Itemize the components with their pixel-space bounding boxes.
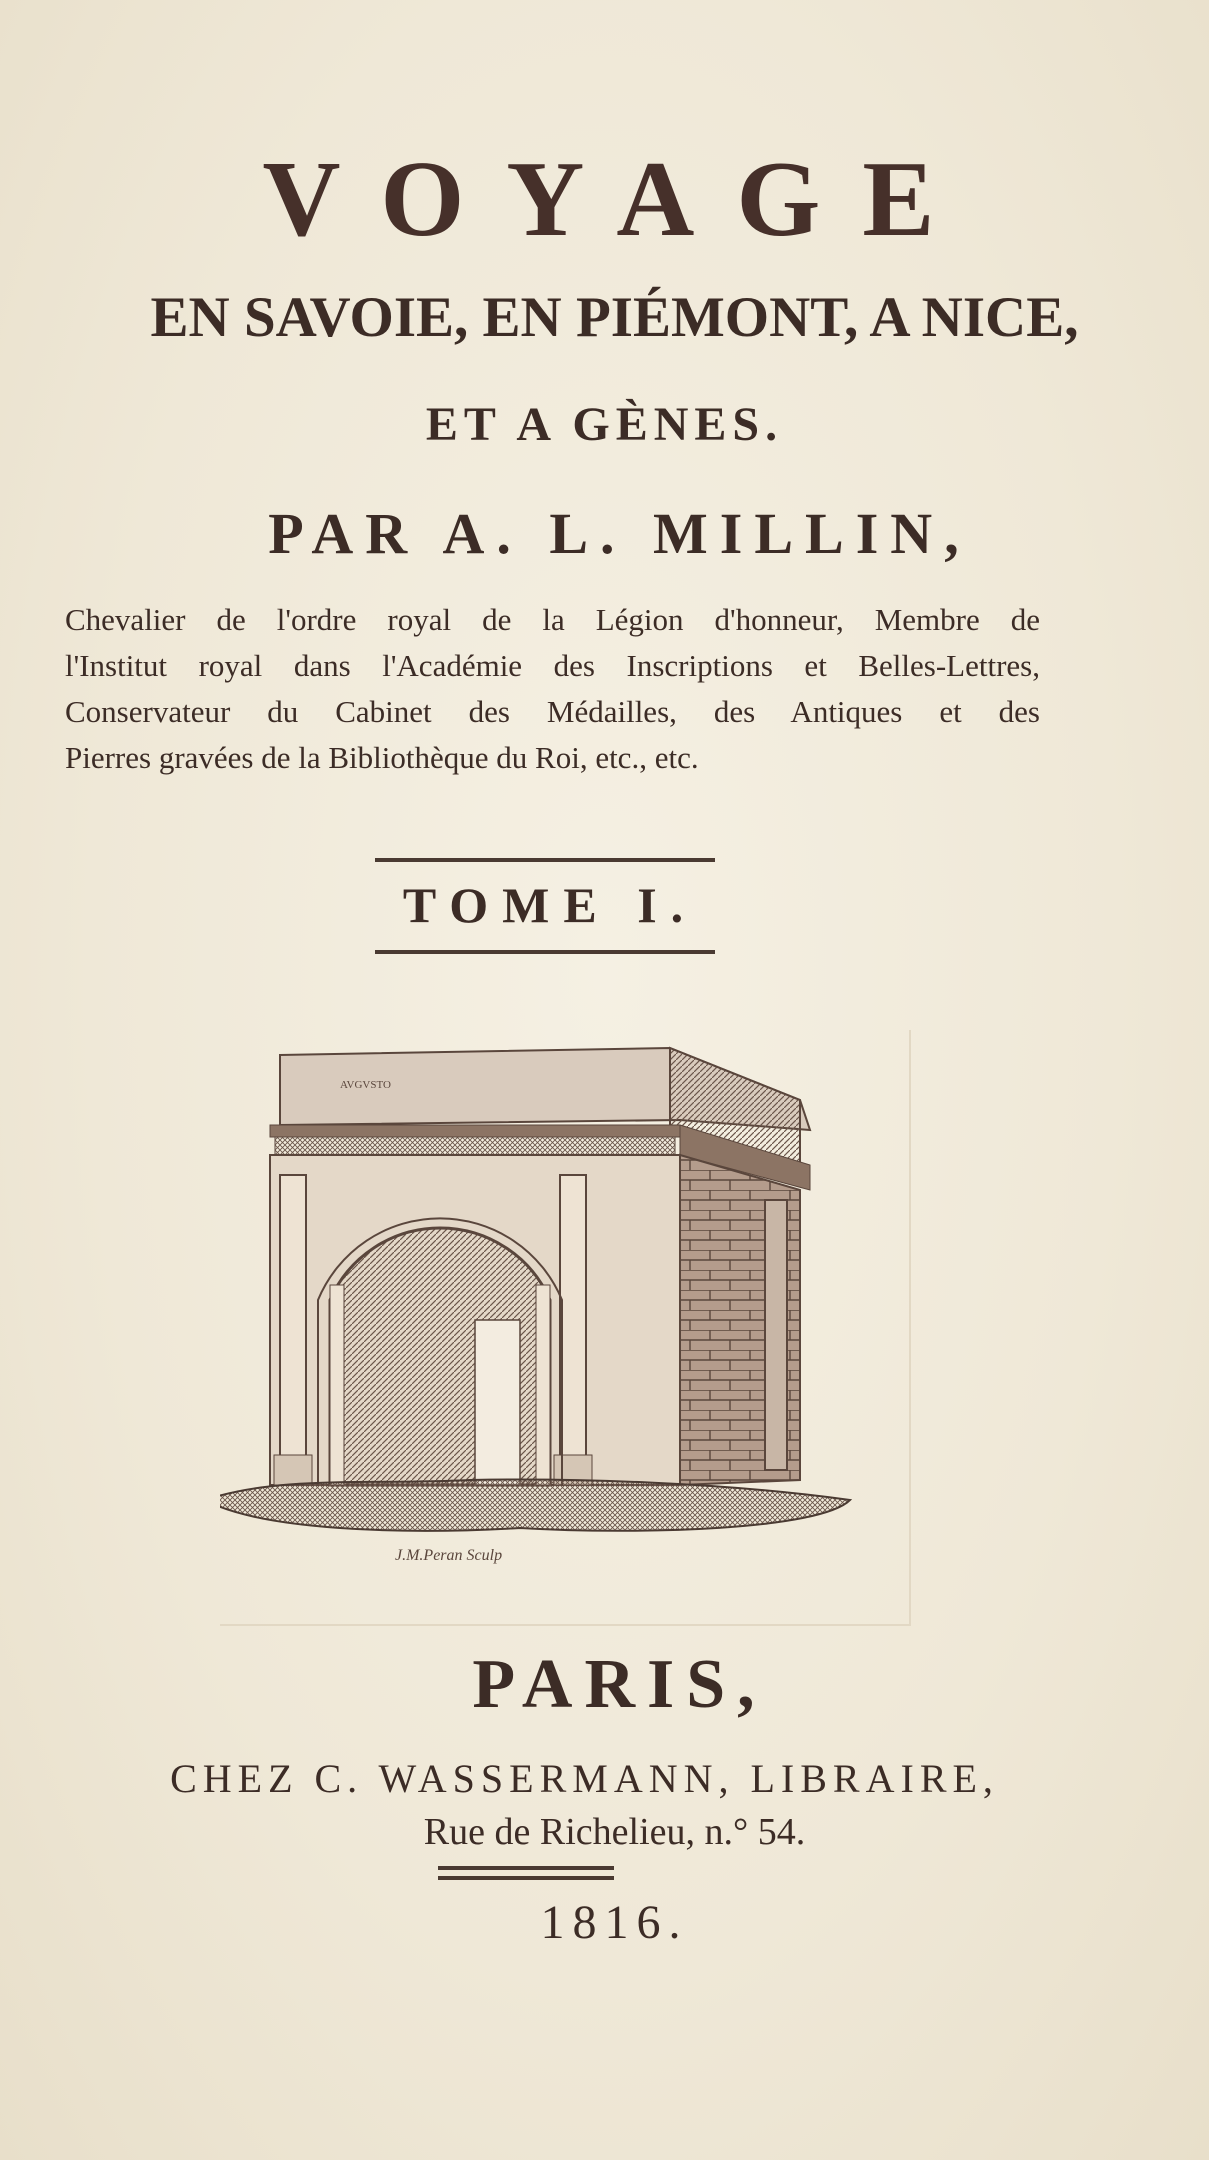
imprint-address: Rue de Richelieu, n.° 54.	[423, 1811, 806, 1853]
volume-label: TOME I.	[402, 877, 698, 933]
ground-shading	[220, 1480, 850, 1531]
credentials-line: Conservateur du Cabinet des Médailles, des Antiques et des	[65, 694, 1040, 729]
imprint-year: 1816.	[540, 1896, 689, 1949]
author-credentials	[65, 597, 1040, 781]
arch-inscription: AVGVSTO	[340, 1079, 391, 1091]
subtitle-line-2: ET A GÈNES.	[425, 398, 784, 451]
book-title: VOYAGE	[262, 140, 977, 259]
subtitle-line-1: EN SAVOIE, EN PIÉMONT, A NICE,	[150, 286, 1079, 349]
imprint-publisher: CHEZ C. WASSERMANN, LIBRAIRE,	[170, 1756, 999, 1801]
engraver-signature: J.M.Peran Sculp	[395, 1547, 503, 1564]
double-rule	[438, 1866, 614, 1886]
credentials-line: Chevalier de l'ordre royal de la Légion d'honneur, Membre de	[65, 602, 1040, 637]
author-line: PAR A. L. MILLIN,	[268, 501, 971, 566]
volume-block	[375, 858, 715, 954]
credentials-line: Pierres gravées de la Bibliothèque du Roi, etc., etc.	[65, 740, 699, 775]
credentials-line: l'Institut royal dans l'Académie des Inscriptions et Belles-Lettres,	[65, 648, 1040, 683]
imprint-city: PARIS,	[472, 1646, 767, 1723]
bottom-rule	[375, 950, 715, 954]
arch-engraving	[220, 1030, 920, 1630]
